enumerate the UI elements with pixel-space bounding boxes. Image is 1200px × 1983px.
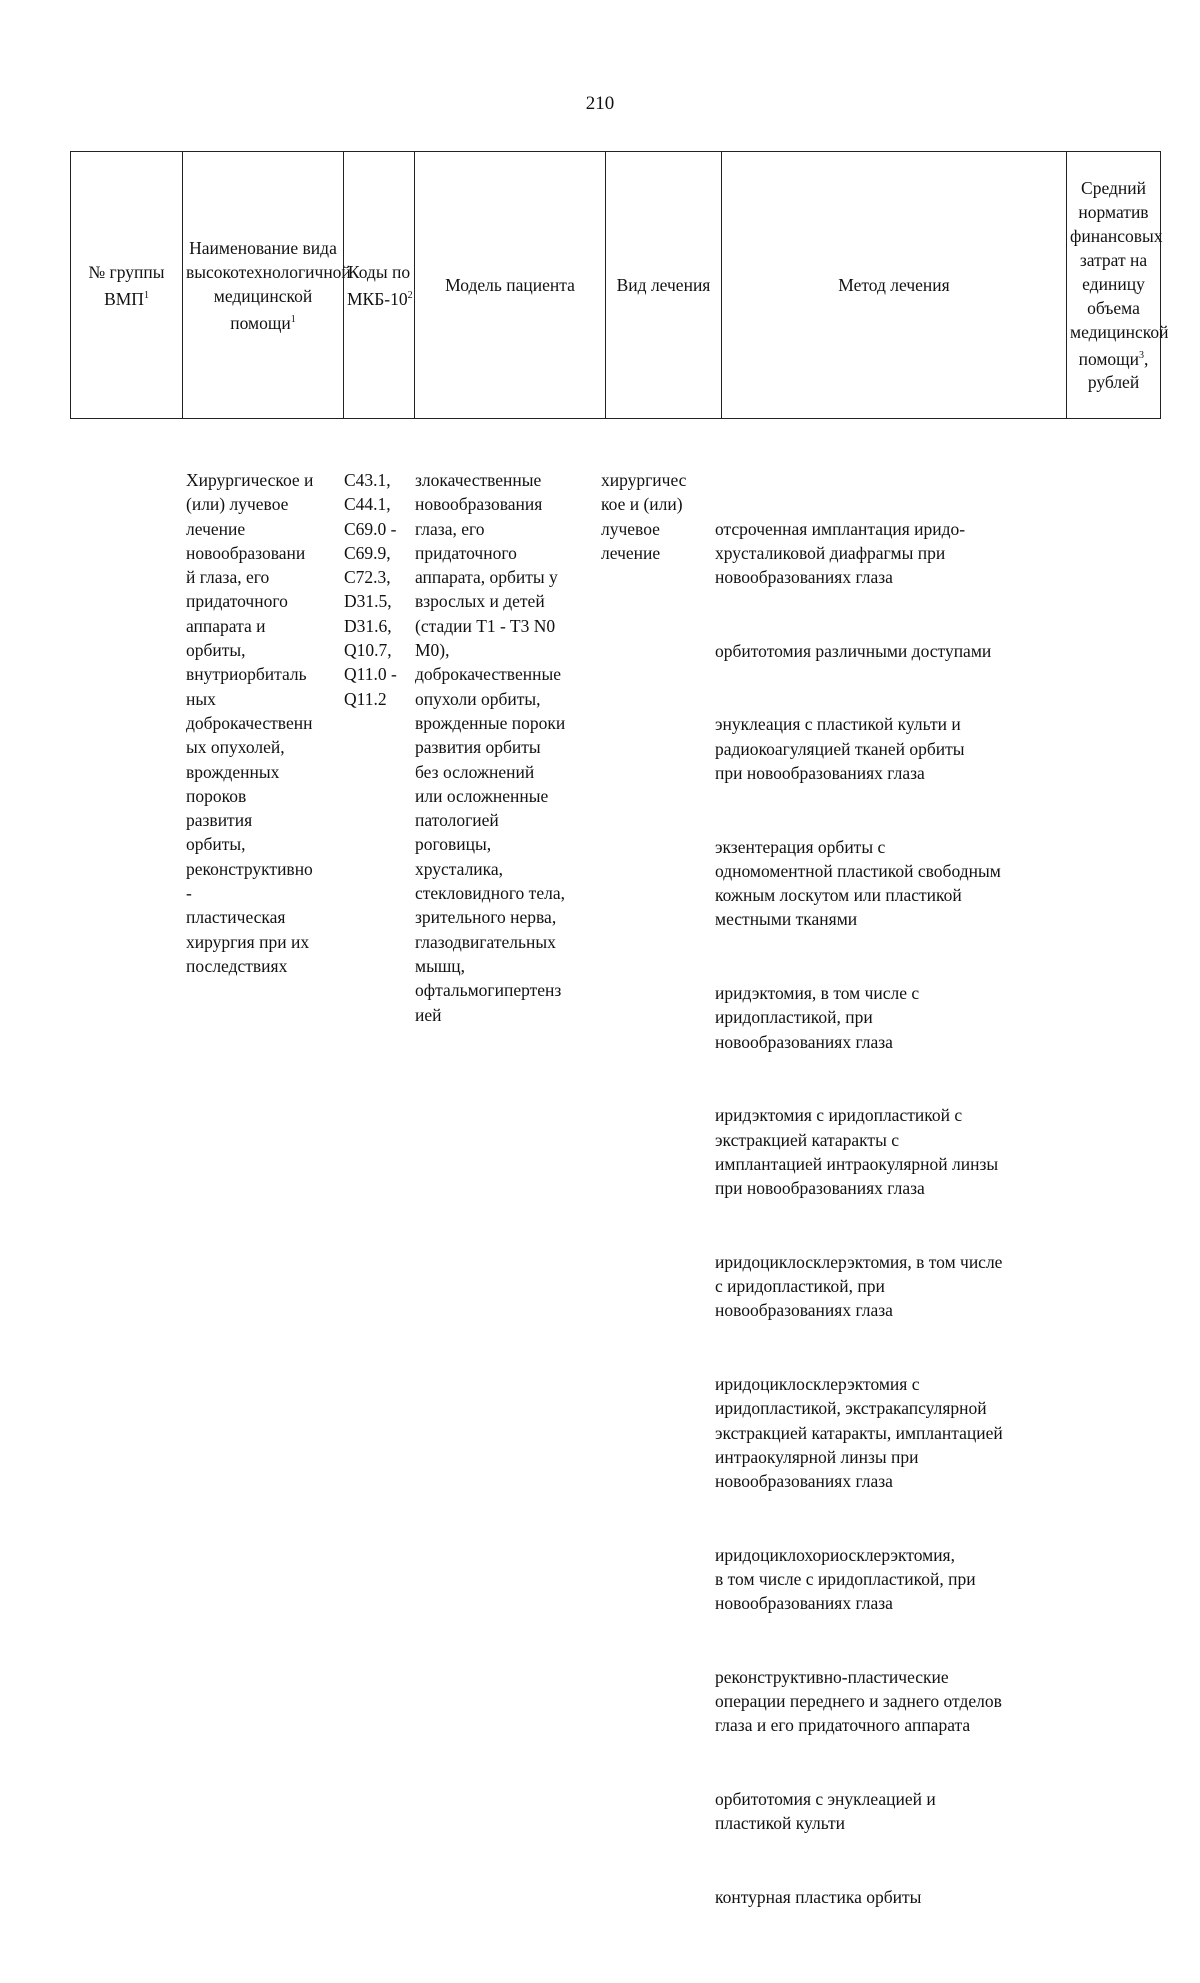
row-treatment-type: хирургичес кое и (или) лучевое лечение [601, 470, 687, 563]
header-treatment-type: Вид лечения [606, 152, 722, 419]
header-care-name: Наименование вида высокотехнологичной медицинской помощи$^1$ [183, 152, 344, 419]
table-header [70, 151, 1169, 419]
row-treatment-methods [715, 468, 1075, 1983]
method-item: орбитотомия с энуклеацией и пластикой культи [715, 1789, 936, 1834]
page-number: 210 [585, 93, 615, 114]
method-item: экзентерация орбиты с одномоментной пластикой свободным кожным лоскутом или пластикой местными тканями [715, 836, 1001, 930]
method-item: отсроченная имплантация иридо- хрусталиковой диафрагмы при новообразованиях глаза [715, 518, 966, 588]
method-item: контурная пластика орбиты [715, 1886, 922, 1907]
row-patient-model: злокачественные новообразования глаза, его придаточного аппарата, орбиты у взрослых и детей (стадии T1 - T3 N0 M0), доброкачественные опухоли орбиты, врожденные пороки развития орбиты без осложнений или осложненные патологией роговицы, хрусталика, стекловидного тела, зрительного нерва, глазодвигательных мышц, офтальмогипертенз ией [415, 470, 566, 1025]
header-patient-model: Модель пациента [415, 152, 606, 419]
method-item: реконструктивно-пластические операции переднего и заднего отделов глаза и его придаточного аппарата [715, 1666, 1002, 1736]
method-item: иридэктомия, в том числе с иридопластикой, при новообразованиях глаза [715, 983, 920, 1052]
method-item: иридэктомия с иридопластикой с экстракцией катаракты с имплантацией интраокулярной линзы при новообразованиях глаза [715, 1105, 999, 1199]
method-item: иридоциклосклерэктомия с иридопластикой, экстракапсулярной экстракцией катаракты, имплантацией интраокулярной линзы при новообразованиях глаза [715, 1373, 1003, 1492]
header-average-cost: Средний норматив финансовых затрат на единицу объема медицинской помощи$^3$, рублей [1067, 152, 1161, 419]
header-icd-codes: Коды по МКБ-$10^2$ [344, 152, 415, 419]
method-item: иридоциклосклерэктомия, в том числе с иридопластикой, при новообразованиях глаза [715, 1251, 1003, 1321]
row-care-name: Хирургическое и (или) лучевое лечение новообразовани й глаза, его придаточного аппарата и орбиты, внутриорбиталь ных доброкачественн ых опухолей, врожденных пороков развития орбиты, реконструктивно - пластическая хирургия при их последствиях [186, 470, 314, 976]
header-treatment-method: Метод лечения [722, 152, 1067, 419]
header-group-number: № группы ВМП$^1$ [71, 152, 183, 419]
method-item: иридоциклохориосклерэктомия, в том числе с иридопластикой, при новообразованиях глаза [715, 1544, 976, 1614]
method-item: энуклеация с пластикой культи и радиокоагуляцией тканей орбиты при новообразованиях глаза [715, 714, 965, 783]
row-icd-codes: C43.1, C44.1, C69.0 - C69.9, C72.3, D31.5, D31.6, Q10.7, Q11.0 - Q11.2 [344, 470, 397, 709]
method-item: орбитотомия различными доступами [715, 640, 992, 661]
